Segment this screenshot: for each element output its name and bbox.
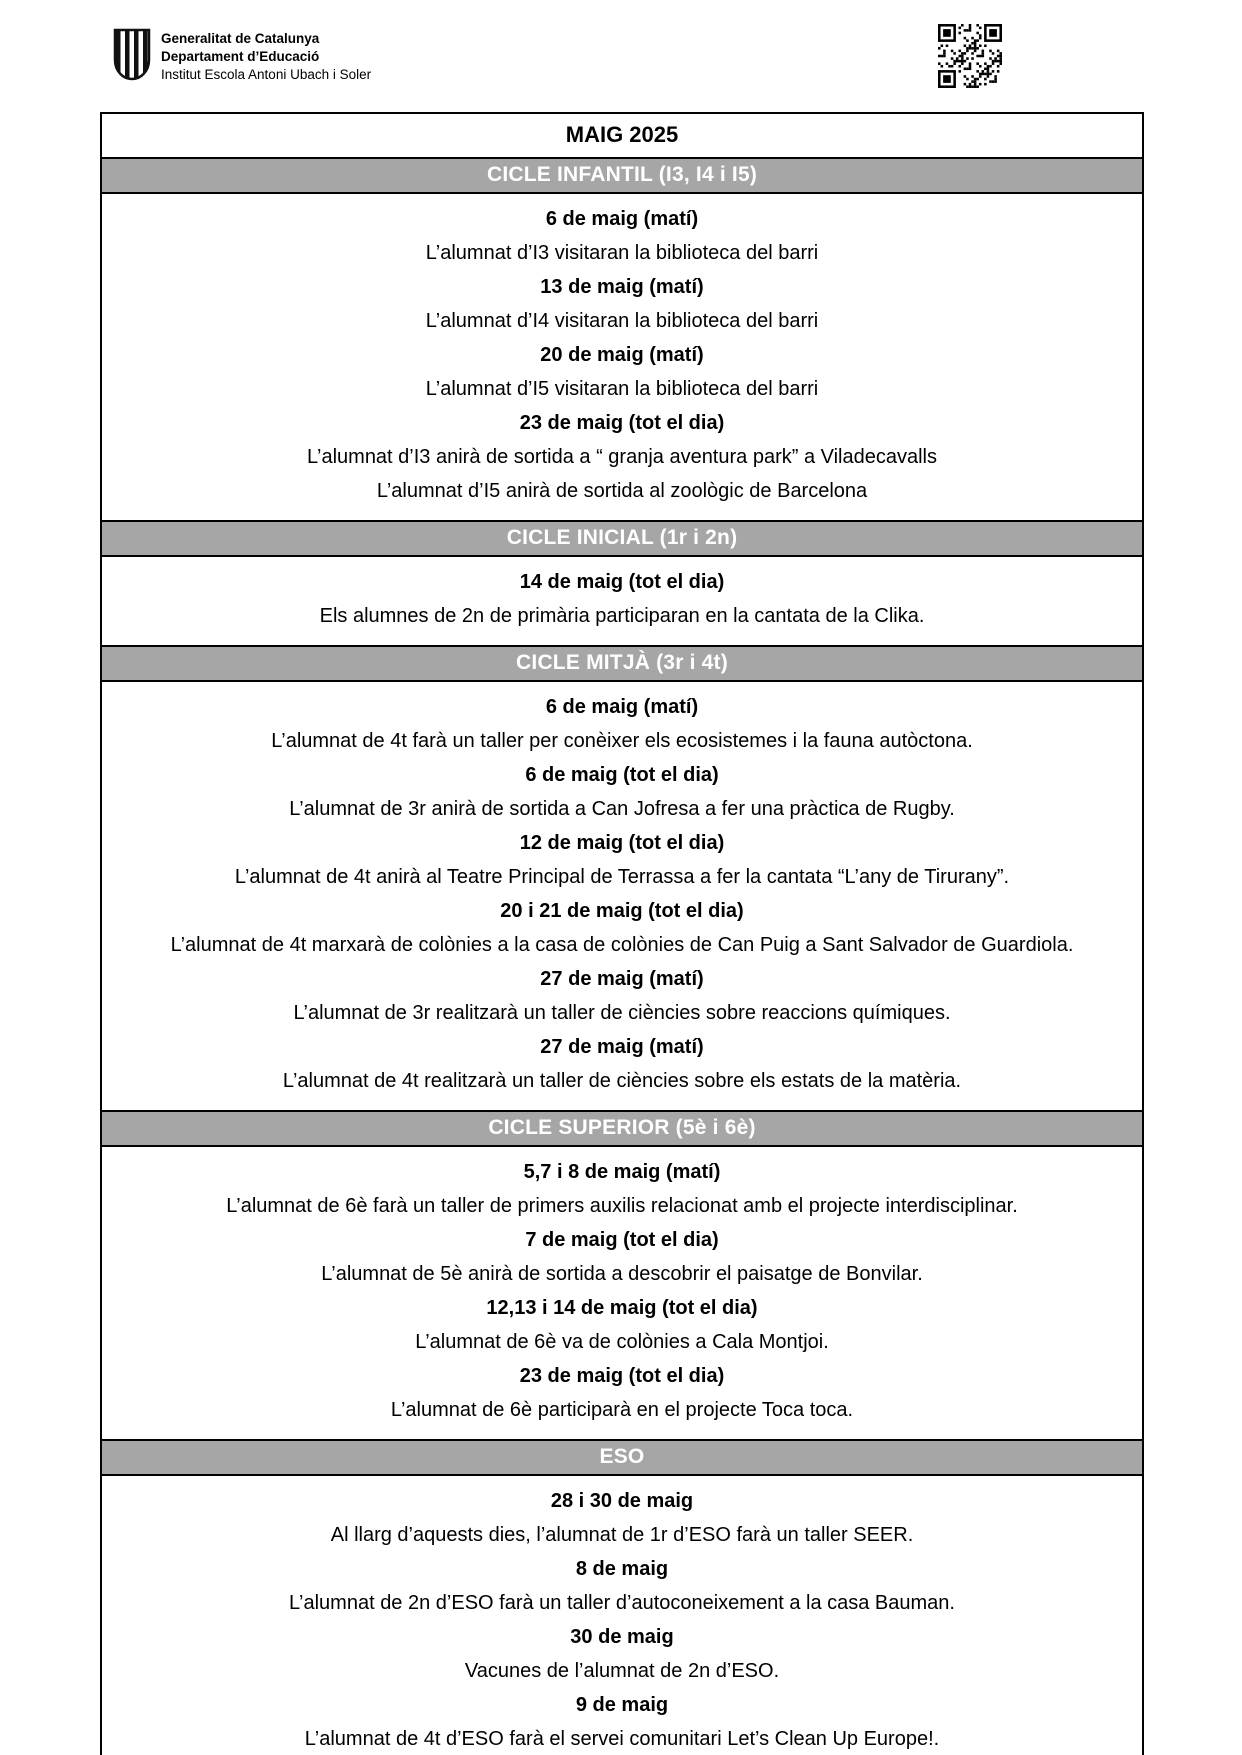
event-date: 20 i 21 de maig (tot el dia) bbox=[500, 900, 744, 922]
event-description: L’alumnat de 4t marxarà de colònies a la casa de colònies de Can Puig a Sant Salvador de Guardiola. bbox=[170, 934, 1074, 956]
event-date: 8 de maig bbox=[575, 1558, 669, 1580]
event-date: 27 de maig (matí) bbox=[540, 1036, 704, 1058]
event-description: L’alumnat d’I3 anirà de sortida a “ granja aventura park” a Viladecavalls bbox=[307, 446, 937, 468]
event-description: L’alumnat d’I3 visitaran la biblioteca del barri bbox=[425, 242, 819, 264]
event-description: L’alumnat de 6è farà un taller de primers auxilis relacionat amb el projecte interdisciplinar. bbox=[226, 1195, 1018, 1217]
org-header bbox=[112, 28, 371, 87]
event-description: L’alumnat d’I4 visitaran la biblioteca del barri bbox=[425, 310, 819, 332]
section-header: CICLE MITJÀ (3r i 4t) bbox=[102, 645, 1142, 682]
event-description: Els alumnes de 2n de primària participaran en la cantata de la Clika. bbox=[319, 605, 925, 627]
event-description: L’alumnat de 6è va de colònies a Cala Montjoi. bbox=[415, 1331, 829, 1353]
event-date: 12 de maig (tot el dia) bbox=[519, 832, 725, 854]
senyera-shield-icon bbox=[112, 28, 152, 87]
section-body bbox=[102, 1147, 1142, 1439]
event-date: 6 de maig (tot el dia) bbox=[525, 764, 719, 786]
event-date: 5,7 i 8 de maig (matí) bbox=[523, 1161, 721, 1183]
event-date: 23 de maig (tot el dia) bbox=[519, 412, 725, 434]
section-header: ESO bbox=[102, 1439, 1142, 1476]
qr-code-icon bbox=[938, 24, 1002, 88]
event-description: L’alumnat d’I5 anirà de sortida al zoològic de Barcelona bbox=[376, 480, 868, 502]
event-description: Al llarg d’aquests dies, l’alumnat de 1r d’ESO farà un taller SEER. bbox=[330, 1524, 914, 1546]
event-description: L’alumnat de 2n d’ESO farà un taller d’autoconeixement a la casa Bauman. bbox=[289, 1592, 955, 1614]
section-body bbox=[102, 1476, 1142, 1755]
event-description: L’alumnat de 5è anirà de sortida a descobrir el paisatge de Bonvilar. bbox=[321, 1263, 923, 1285]
event-date: 23 de maig (tot el dia) bbox=[519, 1365, 725, 1387]
event-date: 6 de maig (matí) bbox=[545, 208, 699, 230]
calendar-title: MAIG 2025 bbox=[565, 122, 679, 147]
event-description: L’alumnat de 3r anirà de sortida a Can Jofresa a fer una pràctica de Rugby. bbox=[289, 798, 955, 820]
event-description: Vacunes de l’alumnat de 2n d’ESO. bbox=[464, 1660, 780, 1682]
section-header: CICLE INFANTIL (I3, I4 i I5) bbox=[102, 157, 1142, 194]
org-text-block bbox=[161, 28, 371, 85]
event-date: 14 de maig (tot el dia) bbox=[519, 571, 725, 593]
calendar-table bbox=[100, 112, 1144, 1755]
event-date: 6 de maig (matí) bbox=[545, 696, 699, 718]
event-date: 9 de maig bbox=[575, 1694, 669, 1716]
event-date: 12,13 i 14 de maig (tot el dia) bbox=[486, 1297, 758, 1319]
event-description: L’alumnat de 4t anirà al Teatre Principal de Terrassa a fer la cantata “L’any de Tirurany”. bbox=[234, 866, 1010, 888]
event-description: L’alumnat de 3r realitzarà un taller de ciències sobre reaccions químiques. bbox=[293, 1002, 951, 1024]
event-description: L’alumnat de 6è participarà en el projecte Toca toca. bbox=[390, 1399, 854, 1421]
calendar-sections bbox=[102, 157, 1142, 1755]
section-body bbox=[102, 194, 1142, 520]
event-description: L’alumnat de 4t realitzarà un taller de ciències sobre els estats de la matèria. bbox=[282, 1070, 962, 1092]
event-date: 13 de maig (matí) bbox=[540, 276, 704, 298]
event-date: 7 de maig (tot el dia) bbox=[525, 1229, 719, 1251]
section-header: CICLE SUPERIOR (5è i 6è) bbox=[102, 1110, 1142, 1147]
event-date: 28 i 30 de maig bbox=[550, 1490, 694, 1512]
section-header: CICLE INICIAL (1r i 2n) bbox=[102, 520, 1142, 557]
section-body bbox=[102, 557, 1142, 645]
event-description: L’alumnat de 4t farà un taller per conèixer els ecosistemes i la fauna autòctona. bbox=[271, 730, 973, 752]
org-line-3: Institut Escola Antoni Ubach i Soler bbox=[161, 67, 372, 83]
event-description: L’alumnat d’I5 visitaran la biblioteca del barri bbox=[425, 378, 819, 400]
event-description: L’alumnat de 4t d’ESO farà el servei comunitari Let’s Clean Up Europe!. bbox=[304, 1728, 940, 1750]
event-date: 30 de maig bbox=[570, 1626, 674, 1648]
org-line-1: Generalitat de Catalunya bbox=[161, 31, 320, 46]
section-body bbox=[102, 682, 1142, 1110]
event-date: 27 de maig (matí) bbox=[540, 968, 704, 990]
event-date: 20 de maig (matí) bbox=[540, 344, 704, 366]
org-line-2: Departament d’Educació bbox=[161, 49, 320, 65]
